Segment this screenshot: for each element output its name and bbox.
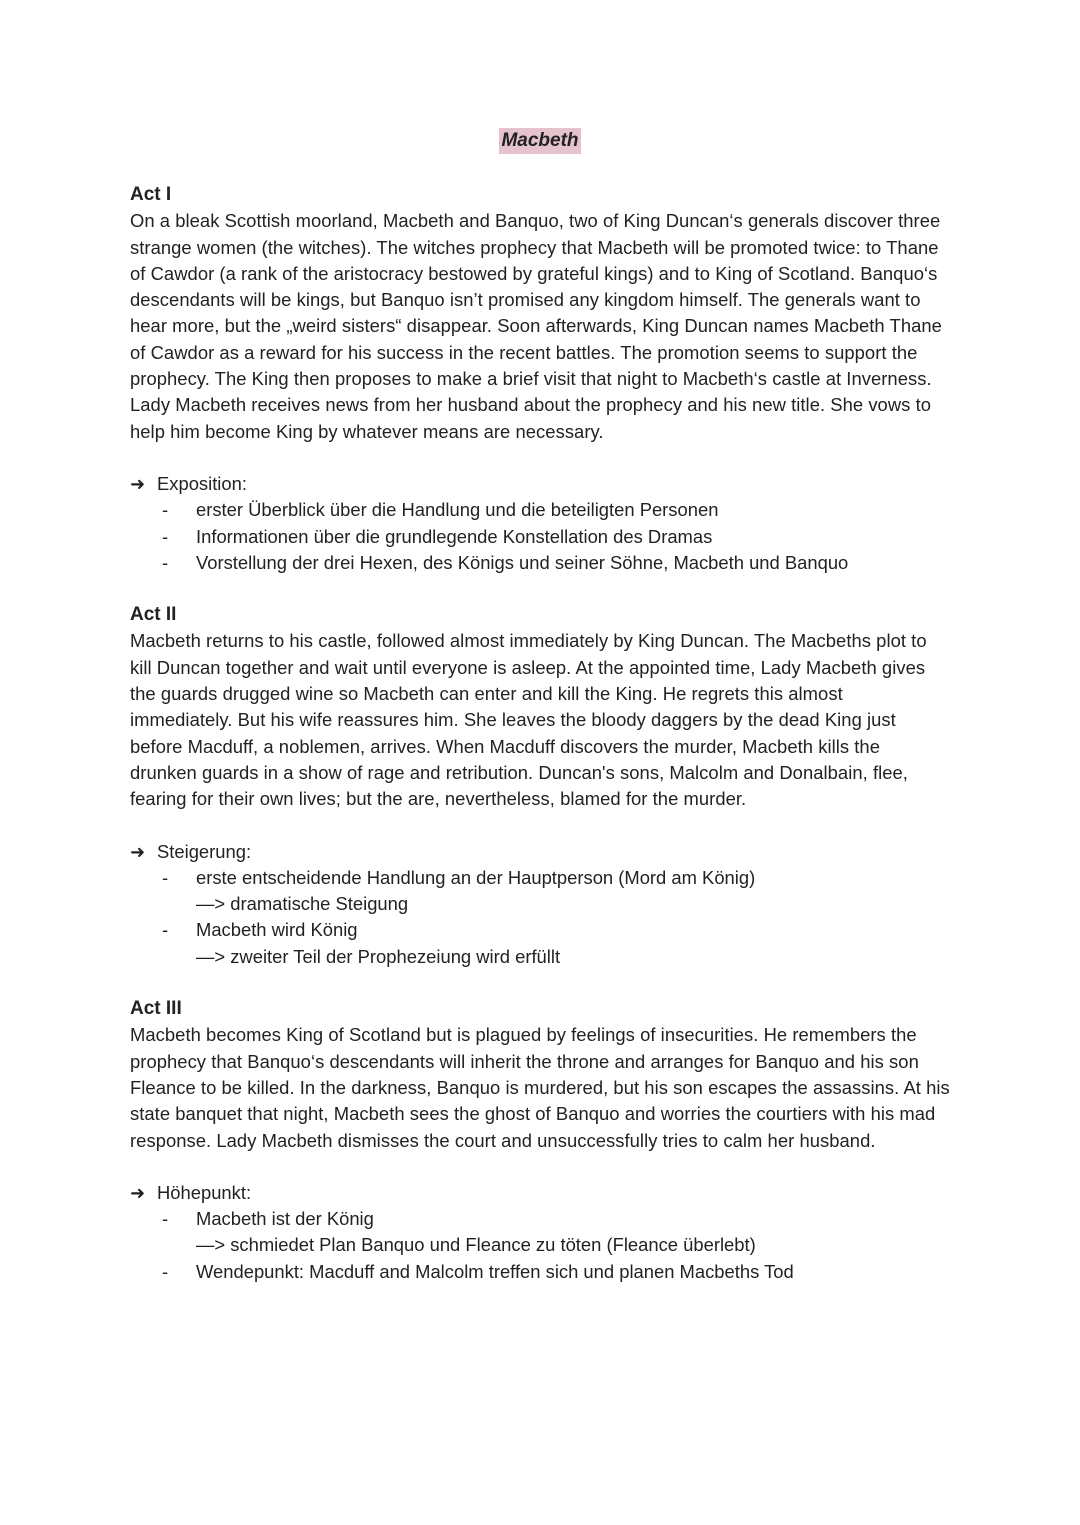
point-subtext: —> dramatische Steigung	[196, 893, 409, 915]
title-row	[130, 128, 950, 156]
point-text: erster Überblick über die Handlung und die beteiligten Personen	[196, 499, 719, 521]
analysis-title	[130, 1180, 950, 1206]
dash-bullet-icon: -	[162, 525, 169, 547]
analysis-block	[130, 839, 950, 970]
analysis-label: Exposition:	[157, 472, 247, 494]
act-summary-text: On a bleak Scottish moorland, Macbeth and Banquo, two of King Duncan‘s generals discover three strange women (the witches). The witches prophecy that Macbeth will be promoted twice: to Thane of Cawdor (a rank of the aristocracy bestowed by grateful kings) and to King of Scotland. Banquo‘s descendants will be kings, but Banquo isn’t promised any kingdom himself. The generals want to hear more, but the „weird sisters“ disappear. Soon afterwards, King Duncan names Macbeth Thane of Cawdor as a reward for his success in the recent battles. The promotion seems to support the prophecy. The King then proposes to make a brief visit that night to Macbeth‘s castle at Inverness. Lady Macbeth receives news from her husband about the prophecy and his new title. She vows to help him become King by whatever means are necessary.	[130, 210, 942, 442]
act-section-1	[130, 182, 950, 576]
point-text: Macbeth wird König	[196, 919, 358, 941]
dash-bullet-icon: -	[162, 499, 169, 521]
act-section-3	[130, 996, 950, 1285]
point-text: erste entscheidende Handlung an der Hauptperson (Mord am König)	[196, 866, 756, 888]
analysis-block	[130, 471, 950, 576]
section-spacer	[130, 576, 950, 602]
act-heading: Act III	[130, 998, 182, 1020]
dash-bullet-icon: -	[162, 919, 169, 941]
point-text: Wendepunkt: Macduff and Malcolm treffen sich und planen Macbeths Tod	[196, 1260, 794, 1282]
list-item	[130, 550, 950, 576]
list-item	[130, 917, 950, 970]
point-text: Vorstellung der drei Hexen, des Königs und seiner Söhne, Macbeth und Banquo	[196, 551, 849, 573]
act-section-2	[130, 602, 950, 970]
list-item	[130, 1259, 950, 1285]
dash-bullet-icon: -	[162, 1208, 169, 1230]
analysis-points	[130, 865, 950, 970]
analysis-points	[130, 497, 950, 576]
document-title: Macbeth	[499, 128, 580, 154]
dash-bullet-icon: -	[162, 1260, 169, 1282]
list-item	[130, 497, 950, 523]
right-arrow-icon: ➜	[130, 473, 146, 494]
act-heading: Act I	[130, 184, 172, 205]
point-subtext: —> schmiedet Plan Banquo und Fleance zu töten (Fleance überlebt)	[196, 1234, 756, 1256]
dash-bullet-icon: -	[162, 551, 169, 573]
act-summary-text: Macbeth becomes King of Scotland but is plagued by feelings of insecurities. He remembers the prophecy that Banquo‘s descendants will inherit the throne and arranges for Banquo and his son Fleance to be killed. In the darkness, Banquo is murdered, but his son escapes the assassins. At his state banquet that night, Macbeth sees the ghost of Banquo and worries the courtiers with his mad response. Lady Macbeth dismisses the court and unsuccessfully tries to calm her husband.	[130, 1024, 950, 1151]
point-text: Informationen über die grundlegende Konstellation des Dramas	[196, 525, 713, 547]
right-arrow-icon: ➜	[130, 1182, 146, 1203]
analysis-label: Steigerung:	[157, 840, 252, 862]
list-item	[130, 1206, 950, 1259]
right-arrow-icon: ➜	[130, 841, 146, 862]
analysis-points	[130, 1206, 950, 1285]
section-spacer	[130, 970, 950, 996]
act-summary-text: Macbeth returns to his castle, followed almost immediately by King Duncan. The Macbeths plot to kill Duncan together and wait until everyone is asleep. At the appointed time, Lady Macbeth gives the guards drugged wine so Macbeth can enter and kill the King. He regrets this almost immediately. But his wife reassures him. She leaves the bloody daggers by the dead King just before Macduff, a noblemen, arrives. When Macduff discovers the murder, Macbeth kills the drunken guards in a show of rage and retribution. Duncan's sons, Malcolm and Donalbain, flee, fearing for their own lives; but the are, nevertheless, blamed for the murder.	[130, 630, 927, 810]
act-heading: Act II	[130, 604, 177, 626]
list-item	[130, 524, 950, 550]
list-item	[130, 865, 950, 918]
analysis-title	[130, 839, 950, 865]
analysis-block	[130, 1180, 950, 1285]
dash-bullet-icon: -	[162, 866, 169, 888]
point-subtext: —> zweiter Teil der Prophezeiung wird erfüllt	[196, 945, 561, 967]
point-text: Macbeth ist der König	[196, 1208, 374, 1230]
analysis-title	[130, 471, 950, 497]
analysis-label: Höhepunkt:	[157, 1181, 252, 1203]
